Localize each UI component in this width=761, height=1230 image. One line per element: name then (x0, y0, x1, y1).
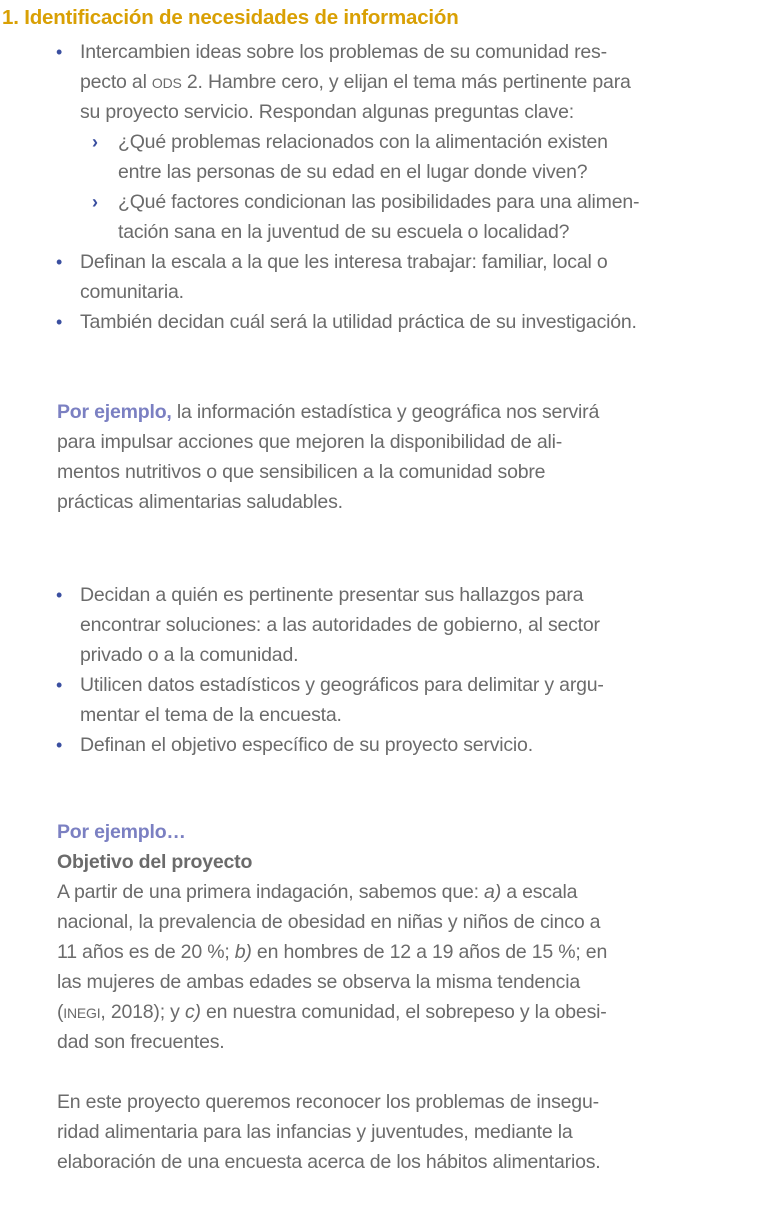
text-line (80, 700, 604, 730)
text-segment: ¿Qué factores condicionan las posibilidades para una alimen- (118, 191, 640, 213)
text-segment: entre las personas de su edad en el lugar donde viven? (118, 161, 588, 183)
text-line (57, 967, 607, 997)
text-line (56, 670, 604, 700)
text-line (57, 397, 599, 427)
text-line (56, 580, 604, 610)
text-line (57, 937, 607, 967)
text-segment: su proyecto servicio. Respondan algunas preguntas clave: (80, 101, 574, 123)
text-segment: ods (151, 71, 182, 93)
bullet-icon: • (56, 252, 63, 272)
objective-title: Objetivo del proyecto (57, 851, 253, 873)
text-line (80, 277, 639, 307)
text-line (92, 127, 639, 157)
text-segment: las mujeres de ambas edades se observa la misma tendencia (57, 971, 580, 993)
text-line (80, 640, 604, 670)
text-segment: privado o a la comunidad. (80, 644, 299, 666)
text-segment: a) (484, 881, 501, 903)
text-segment: a escala (501, 881, 578, 903)
text-line (118, 217, 639, 247)
example-label: Por ejemplo, (57, 401, 172, 423)
text-line (57, 1027, 607, 1057)
text-segment: mentar el tema de la encuesta. (80, 704, 342, 726)
text-segment: elaboración de una encuesta acerca de los hábitos alimentarios. (57, 1151, 601, 1173)
text-segment: para impulsar acciones que mejoren la disponibilidad de ali- (57, 431, 563, 453)
text-segment: b) (234, 941, 252, 963)
needs-list (56, 37, 640, 337)
text-segment: Utilicen datos estadísticos y geográficos para delimitar y argu- (80, 674, 604, 696)
text-segment: nacional, la prevalencia de obesidad en niñas y niños de cinco a (57, 911, 601, 933)
text-line (56, 247, 639, 277)
text-line (118, 157, 639, 187)
text-segment: Definan la escala a la que les interesa trabajar: familiar, local o (80, 251, 608, 273)
text-segment: 2. Hambre cero, y elijan el tema más pertinente para (181, 71, 631, 93)
bullet-icon: • (56, 735, 63, 755)
text-segment: la información estadística y geográfica nos servirá (171, 401, 600, 423)
chevron-right-icon: › (92, 132, 98, 152)
text-line (57, 847, 607, 877)
text-segment: ridad alimentaria para las infancias y juventudes, mediante la (57, 1121, 573, 1143)
text-line (57, 877, 607, 907)
text-line (57, 1087, 607, 1117)
text-line (92, 187, 640, 217)
text-segment: en hombres de 12 a 19 años de 15 %; en (251, 941, 608, 963)
bullet-icon: • (56, 675, 63, 695)
text-line (57, 1147, 607, 1177)
text-line (57, 457, 599, 487)
text-segment: Decidan a quién es pertinente presentar sus hallazgos para (80, 584, 584, 606)
text-line (56, 37, 639, 67)
text-line (57, 817, 607, 847)
bullet-icon: • (56, 585, 63, 605)
example-paragraph-1 (57, 397, 599, 517)
section-heading: 1. Identificación de necesidades de información (2, 6, 459, 29)
text-segment: tación sana en la juventud de su escuela o localidad? (118, 221, 570, 243)
text-segment: inegi (63, 1001, 101, 1023)
text-line (56, 307, 639, 337)
findings-list (56, 580, 604, 760)
text-line (57, 1117, 607, 1147)
chevron-right-icon: › (92, 192, 98, 212)
text-line (80, 610, 604, 640)
text-segment: A partir de una primera indagación, sabemos que: (57, 881, 485, 903)
text-line (57, 487, 599, 517)
example-label: Por ejemplo… (57, 821, 186, 843)
project-objective-example (57, 817, 607, 1177)
text-segment: dad son frecuentes. (57, 1031, 225, 1053)
text-segment: Definan el objetivo específico de su proyecto servicio. (80, 734, 533, 756)
text-segment: c) (184, 1001, 201, 1023)
text-line (57, 427, 599, 457)
text-segment: ( (57, 1001, 64, 1023)
text-line (57, 907, 607, 937)
text-segment: También decidan cuál será la utilidad práctica de su investigación. (80, 311, 637, 333)
text-segment: pecto al (80, 71, 152, 93)
text-line (56, 730, 604, 760)
text-segment: encontrar soluciones: a las autoridades de gobierno, al sector (80, 614, 600, 636)
text-segment: en nuestra comunidad, el sobrepeso y la obesi- (200, 1001, 607, 1023)
bullet-icon: • (56, 312, 63, 332)
text-segment: ¿Qué problemas relacionados con la alimentación existen (118, 131, 608, 153)
text-line (57, 1057, 607, 1087)
text-segment: , 2018); y (100, 1001, 185, 1023)
text-segment: comunitaria. (80, 281, 184, 303)
text-segment: prácticas alimentarias saludables. (57, 491, 343, 513)
text-line (80, 67, 639, 97)
text-segment: 11 años es de 20 %; (57, 941, 235, 963)
bullet-icon: • (56, 42, 63, 62)
text-line (57, 997, 607, 1027)
text-segment: Intercambien ideas sobre los problemas de su comunidad res- (80, 41, 607, 63)
text-segment: mentos nutritivos o que sensibilicen a la comunidad sobre (57, 461, 546, 483)
text-line (80, 97, 639, 127)
text-segment: En este proyecto queremos reconocer los problemas de insegu- (57, 1091, 599, 1113)
